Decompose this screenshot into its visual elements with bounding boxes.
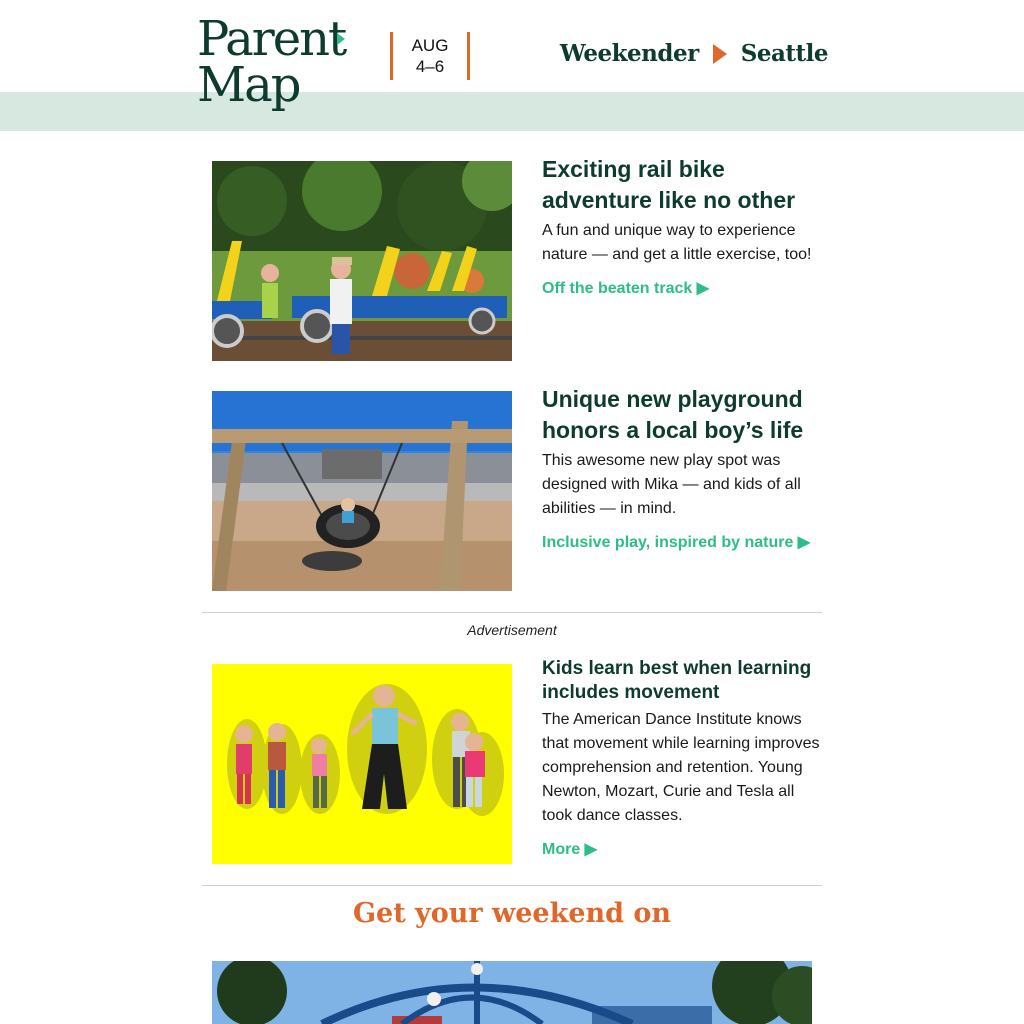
logo-line-1: Parent (197, 11, 346, 67)
rail-bike-photo[interactable] (212, 161, 512, 361)
email-header (0, 0, 1024, 131)
edition-title (560, 40, 828, 67)
divider (202, 885, 822, 886)
dancing-kids-photo[interactable] (212, 664, 512, 864)
ad-more-link[interactable]: More ▶ (542, 841, 597, 858)
article-description: This awesome new play spot was designed with Mika — and kids of all abilities — in mind. (542, 452, 801, 517)
ad-text (542, 657, 827, 862)
logo-line-2: Map (197, 57, 300, 113)
playground-dome-photo[interactable] (212, 961, 812, 1024)
edition-name: Weekender (559, 40, 699, 67)
article-cta-link[interactable]: Inclusive play, inspired by nature ▶ (542, 534, 811, 551)
article-text (542, 154, 827, 301)
article-cta-link[interactable]: Off the beaten track ▶ (542, 280, 710, 297)
parentmap-logo[interactable] (197, 11, 357, 126)
ad-description: The American Dance Institute knows that movement while learning improves comprehension and retention. Young Newton, Mozart, Curie and Tesla all took dance classes. (542, 711, 820, 824)
article-text (542, 384, 827, 555)
logo-play-icon (337, 33, 345, 45)
header-band (0, 92, 1024, 131)
date-range-box (390, 32, 470, 80)
divider (202, 612, 822, 613)
advertisement-label: Advertisement (467, 622, 557, 638)
playground-swing-photo[interactable] (212, 391, 512, 591)
ad-headline[interactable]: Kids learn best when learning includes movement (542, 658, 812, 703)
edition-city: Seattle (740, 40, 828, 67)
date-month: AUG (411, 36, 449, 55)
date-days: 4–6 (415, 57, 445, 76)
article-headline[interactable]: Unique new playground honors a local boy’s life (542, 386, 804, 443)
play-arrow-icon (713, 44, 727, 64)
article-headline[interactable]: Exciting rail bike adventure like no other (542, 156, 796, 213)
article-description: A fun and unique way to experience nature — and get a little exercise, too! (542, 222, 812, 263)
section-title: Get your weekend on (352, 898, 672, 929)
